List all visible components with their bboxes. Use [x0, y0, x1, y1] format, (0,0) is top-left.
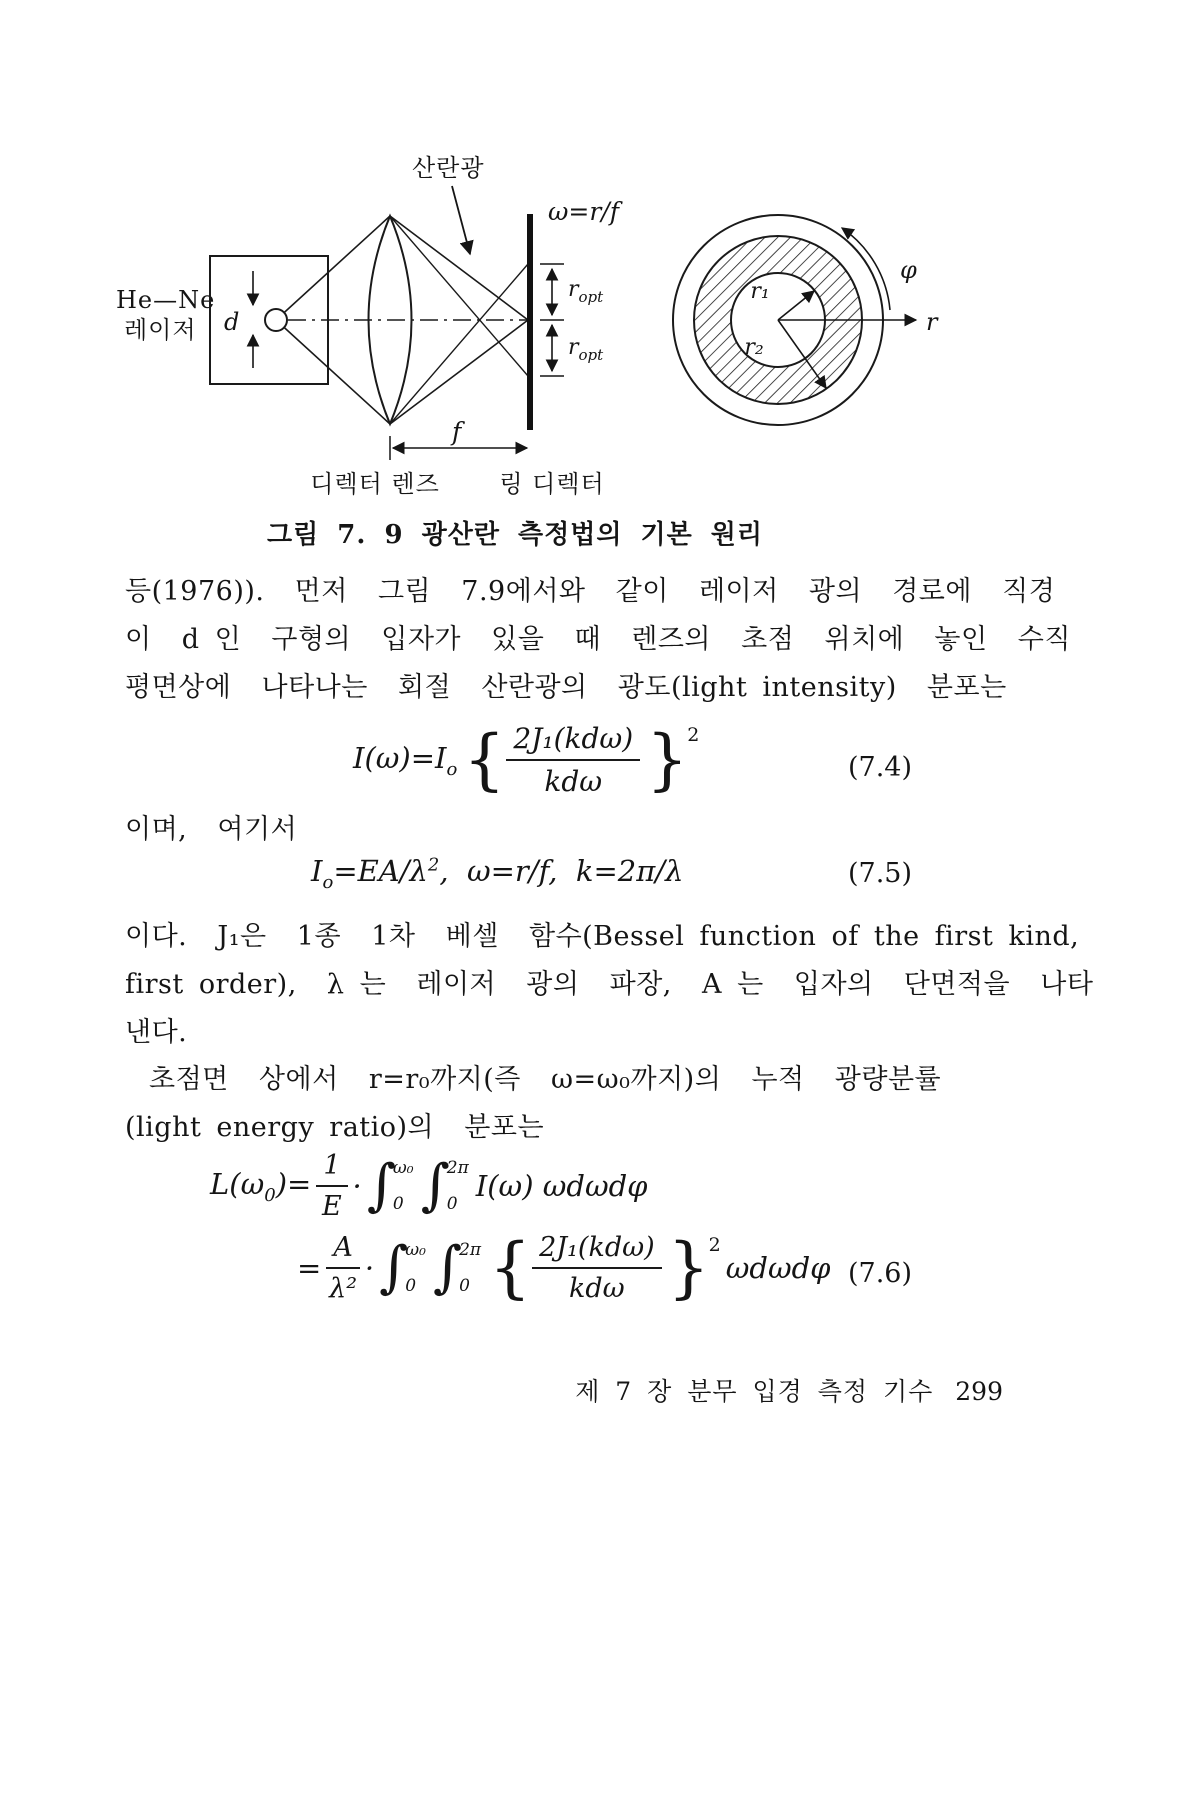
r-axis-label: r: [926, 308, 938, 336]
ring-detector-label: 링 디렉터: [499, 470, 605, 498]
d-label: d: [224, 308, 240, 336]
integral-omega0: ∫ ω₀ 0: [379, 1235, 426, 1300]
eq74-exponent: 2: [687, 724, 700, 746]
eq76-fraction-A-lambda2: $\frac{A}{\text{λ²}}$: [326, 1232, 360, 1304]
detector-lens-label: 디렉터 렌즈: [310, 470, 440, 498]
eq76-tag: (7.6): [848, 1258, 913, 1289]
eq74-tag: (7.4): [848, 752, 913, 783]
eq74-lhs: $I(\omega)=I_o$: [353, 740, 458, 780]
eq76-integrand-2: ωdωdφ: [725, 1251, 831, 1285]
page-footer: [125, 1372, 1003, 1408]
left-brace: {: [489, 1229, 532, 1307]
center-dot: ·: [352, 1169, 362, 1203]
body-line: first order), λ 는 레이저 광의 파장, A 는 입자의 단면적을 나타: [125, 969, 1094, 1000]
equation-7-4: [125, 722, 845, 798]
paragraph-3: [125, 913, 1094, 1057]
center-dot: ·: [364, 1251, 375, 1285]
paragraph-1: [125, 568, 1085, 712]
equation-7-5: [125, 854, 845, 893]
eq76-fraction-1E: $\frac{1}{E}$: [316, 1150, 347, 1222]
equation-7-6-line1: [125, 1150, 845, 1222]
eq75-tag: (7.5): [848, 858, 913, 889]
eq76-exponent: 2: [708, 1234, 721, 1256]
body-line: (light energy ratio)의 분포는: [125, 1112, 545, 1143]
particle: [265, 309, 287, 331]
ring-detector-front-view: [673, 215, 939, 425]
eq76-lhs: $L(\omega_0)=$: [210, 1166, 312, 1206]
figure-caption: 그림 7. 9 광산란 측정법의 기본 원리: [266, 520, 764, 550]
body-line: 이 d 인 구형의 입자가 있을 때 렌즈의 초점 위치에 놓인 수직: [125, 624, 1071, 655]
integral-2pi: ∫ 2π 0: [432, 1235, 482, 1300]
chapter-footer-text: 제 7 장 분무 입경 측정 기수: [575, 1377, 934, 1406]
r-opt-label-bottom: $r_{opt}$: [568, 335, 604, 364]
paragraph-2: 이며, 여기서: [125, 814, 298, 845]
body-line: 평면상에 나타나는 회절 산란광의 광도(light intensity) 분포는: [125, 672, 1007, 703]
equation-7-6-line2: [125, 1229, 845, 1307]
page-number: 299: [955, 1377, 1003, 1406]
body-line: 낸다.: [125, 1017, 188, 1048]
eq76-bessel-fraction: $\frac{\text{2J₁(kdω)}}{\text{kdω}}$: [532, 1232, 662, 1304]
body-line: 이다. J₁은 1종 1차 베셀 함수(Bessel function of the first kind,: [125, 921, 1080, 952]
equals-sign: =: [297, 1251, 322, 1285]
eq75-expression: $I_o=EA/\lambda^2$, ω=r/f, k=2π/λ: [311, 854, 684, 893]
integral-omega0: ∫ ω₀ 0: [366, 1153, 414, 1218]
f-label: f: [452, 417, 462, 446]
eq76-integrand-1: I(ω) ωdωdφ: [475, 1169, 648, 1203]
figure-7-9-diagram: [100, 138, 1000, 510]
paragraph-4: [125, 1056, 1085, 1152]
right-brace: }: [646, 721, 689, 799]
eq74-fraction: [506, 722, 640, 798]
integral-2pi: ∫ 2π 0: [420, 1153, 469, 1218]
scattered-light-label: 산란광: [412, 154, 485, 182]
r1-label: r₁: [750, 279, 770, 304]
left-brace: {: [463, 721, 506, 799]
phi-label: φ: [900, 256, 917, 284]
eq74-numerator: 2J₁(kdω): [506, 722, 640, 761]
laser-label-line2: 레이저: [124, 316, 197, 344]
eq74-lhs-sub: o: [446, 758, 458, 780]
eq74-denominator: kdω: [544, 765, 603, 798]
r-opt-label-top: $r_{opt}$: [568, 277, 604, 306]
body-line: 등(1976)). 먼저 그림 7.9에서와 같이 레이저 광의 경로에 직경: [125, 576, 1056, 607]
scattered-light-arrow: [452, 186, 470, 254]
body-line: 초점면 상에서 r=r₀까지(즉 ω=ω₀까지)의 누적 광량분률: [149, 1064, 942, 1095]
r2-label: r₂: [744, 335, 764, 360]
laser-label-line1: He—Ne: [116, 286, 216, 314]
right-brace: }: [667, 1229, 710, 1307]
omega-formula-label: ω=r/f: [548, 197, 619, 226]
